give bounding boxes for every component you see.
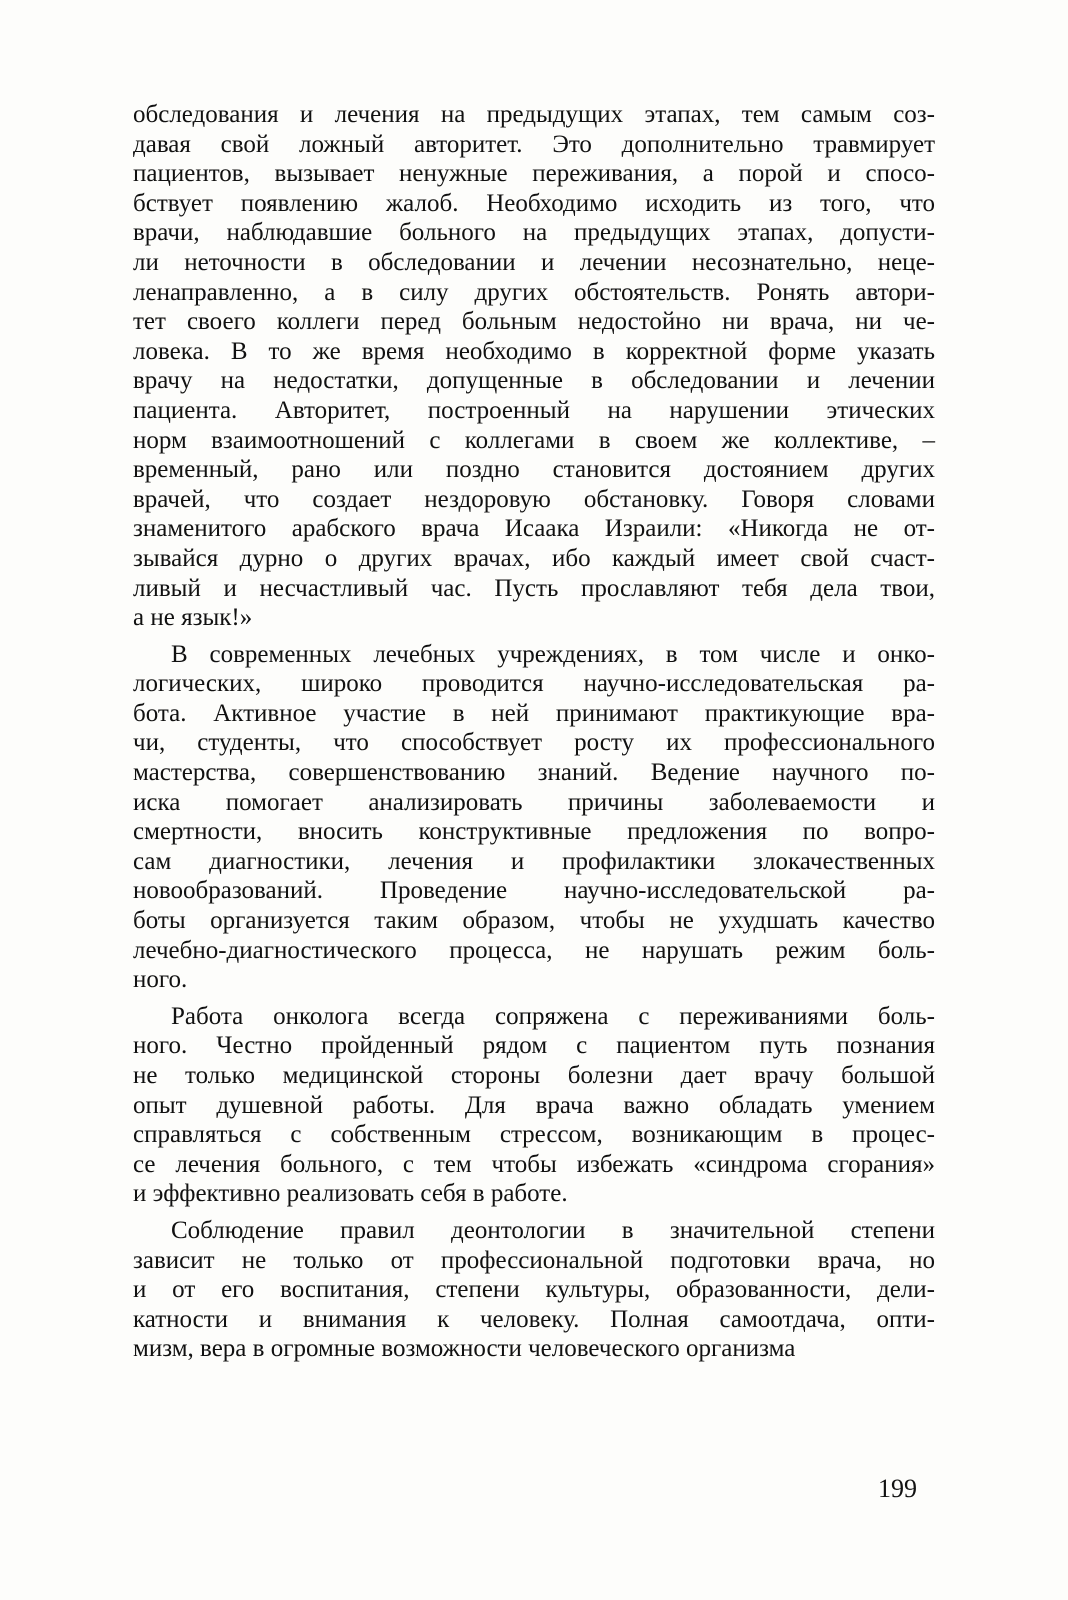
text-line: не только медицинской стороны болезни дает врачу большой bbox=[133, 1062, 935, 1089]
text-line: ного. Честно пройденный рядом с пациентом путь познания bbox=[133, 1032, 935, 1060]
text-line: мизм, вера в огромные возможности человеческого организма bbox=[133, 1335, 796, 1363]
text-line: сам диагностики, лечения и профилактики злокачественных bbox=[133, 847, 935, 875]
text-line: и от его воспитания, степени культуры, образованности, дели- bbox=[133, 1276, 935, 1304]
text-line: чи, студенты, что способствует росту их профессионального bbox=[133, 729, 935, 757]
text-line: ленаправленно, а в силу других обстоятельств. Ронять автори- bbox=[133, 278, 935, 306]
text-line: зависит не только от профессиональной подготовки врача, но bbox=[133, 1246, 935, 1274]
text-line: иска помогает анализировать причины заболеваемости и bbox=[133, 788, 935, 816]
text-line: давая свой ложный авторитет. Это дополнительно травмирует bbox=[133, 130, 935, 158]
paragraph bbox=[133, 1002, 935, 1209]
text-line: В современных лечебных учреждениях, в том числе и онко- bbox=[171, 640, 935, 668]
text-line: временный, рано или поздно становится достоянием других bbox=[133, 456, 935, 484]
text-line: мастерства, совершенствованию знаний. Ведение научного по- bbox=[133, 759, 935, 787]
text-line: обследования и лечения на предыдущих этапах, тем самым соз- bbox=[133, 101, 935, 128]
text-line: логических, широко проводится научно-исследовательская ра- bbox=[133, 670, 935, 698]
text-line: зывайся дурно о других врачах, ибо каждый имеет свой счаст- bbox=[133, 544, 935, 572]
text-line: ловека. В то же время необходимо в корректной форме указать bbox=[133, 337, 935, 365]
text-line: Работа онколога всегда сопряжена с переживаниями боль- bbox=[171, 1002, 935, 1030]
text-line: ливый и несчастливый час. Пусть прославляют тебя дела твои, bbox=[133, 574, 935, 602]
text-line: и эффективно реализовать себя в работе. bbox=[133, 1180, 568, 1208]
text-line: боты организуется таким образом, чтобы не ухудшать качество bbox=[133, 907, 935, 935]
paragraph bbox=[133, 100, 935, 633]
text-line: пациента. Авторитет, построенный на нарушении этических bbox=[133, 396, 935, 424]
text-line: врачей, что создает нездоровую обстановку. Говоря словами bbox=[133, 485, 935, 513]
text-line: опыт душевной работы. Для врача важно обладать умением bbox=[133, 1091, 935, 1119]
text-line: Соблюдение правил деонтологии в значительной степени bbox=[171, 1216, 935, 1244]
text-line: смертности, вносить конструктивные предложения по вопро- bbox=[133, 818, 935, 846]
paragraph bbox=[133, 1216, 935, 1364]
text-line: бота. Активное участие в ней принимают практикующие вра- bbox=[133, 699, 935, 727]
text-line: норм взаимоотношений с коллегами в своем же коллективе, – bbox=[133, 426, 935, 454]
body-text bbox=[133, 100, 935, 1371]
text-line: врачи, наблюдавшие больного на предыдущих этапах, допусти- bbox=[133, 219, 935, 247]
text-line: справляться с собственным стрессом, возникающим в процес- bbox=[133, 1121, 935, 1149]
text-line: новообразований. Проведение научно-исследовательской ра- bbox=[133, 877, 935, 905]
text-line: ли неточности в обследовании и лечении несознательно, неце- bbox=[133, 248, 935, 276]
text-line: врачу на недостатки, допущенные в обследовании и лечении bbox=[133, 367, 935, 395]
text-line: пациентов, вызывает ненужные переживания, а порой и спосо- bbox=[133, 160, 935, 188]
text-line: ного. bbox=[133, 966, 188, 994]
text-line: бствует появлению жалоб. Необходимо исходить из того, что bbox=[133, 189, 935, 217]
text-line: а не язык!» bbox=[133, 604, 253, 632]
text-line: знаменитого арабского врача Исаака Израили: «Никогда не от- bbox=[133, 515, 935, 543]
paragraph bbox=[133, 640, 935, 995]
text-line: се лечения больного, с тем чтобы избежать «синдрома сгорания» bbox=[133, 1150, 935, 1178]
text-line: катности и внимания к человеку. Полная самоотдача, опти- bbox=[133, 1305, 935, 1333]
text-line: тет своего коллеги перед больным недостойно ни врача, ни че- bbox=[133, 308, 935, 336]
text-line: лечебно-диагностического процесса, не нарушать режим боль- bbox=[133, 936, 935, 964]
page-number: 199 bbox=[878, 1474, 917, 1503]
